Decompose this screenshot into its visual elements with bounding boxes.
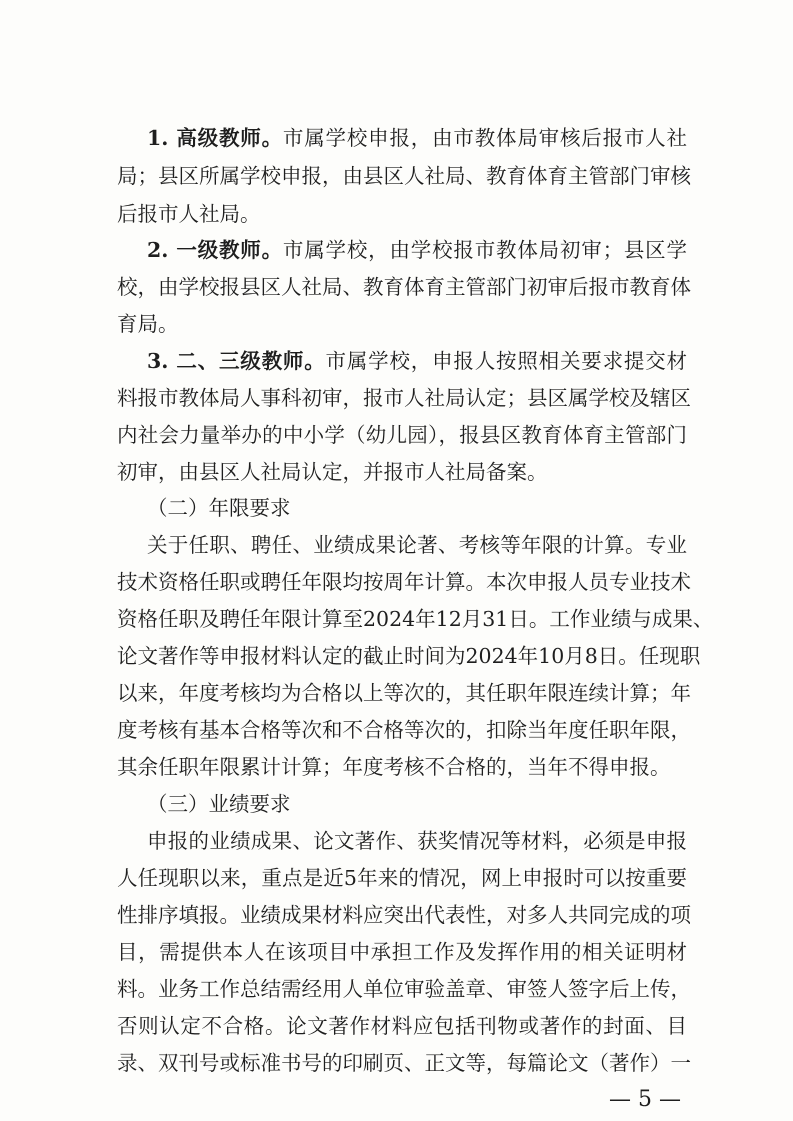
paragraph-4-line-3: 资格任职及聘任年限计算至2024年12月31日。工作业绩与成果、	[117, 607, 714, 631]
paragraph-2-line-2: 校，由学校报县区人社局、教育体育主管部门初审后报市教育体	[117, 275, 691, 299]
paragraph-4-line-1: 关于任职、聘任、业绩成果论著、考核等年限的计算。专业	[147, 533, 687, 557]
paragraph-2-text: 市属学校，由学校报市教体局初审；县区学	[282, 238, 687, 262]
paragraph-4-line-7: 其余任职年限累计计算；年度考核不合格的，当年不得申报。	[117, 755, 671, 779]
paragraph-1-line-1	[147, 119, 687, 157]
paragraph-1-line-2: 局；县区所属学校申报，由县区人社局、教育体育主管部门审核	[117, 164, 691, 188]
paragraph-5-line-7: 录、双刊号或标准书号的印刷页、正文等，每篇论文（著作）一	[117, 1051, 691, 1075]
paragraph-5-line-5: 料。业务工作总结需经用人单位审验盖章、审签人签字后上传，	[117, 977, 691, 1001]
paragraph-4-line-5: 以来，年度考核均为合格以上等次的，其任职年限连续计算；年	[117, 681, 691, 705]
paragraph-3-line-4: 初审，由县区人社局认定，并报市人社局备案。	[117, 460, 548, 484]
paragraph-1-lead: 1. 高级教师。	[147, 126, 283, 150]
paragraph-4-line-2: 技术资格任职或聘任年限均按周年计算。本次申报人员专业技术	[117, 570, 691, 594]
paragraph-2-line-3: 育局。	[117, 312, 179, 336]
paragraph-3-line-1	[147, 342, 687, 380]
paragraph-3-line-2: 料报市教体局人事科初审，报市人社局认定；县区属学校及辖区	[117, 386, 691, 410]
page-number: — 5 —	[609, 1087, 681, 1112]
paragraph-4-line-6: 度考核有基本合格等次和不合格等次的，扣除当年度任职年限，	[117, 718, 691, 742]
paragraph-1-line-3: 后报市人社局。	[117, 202, 261, 226]
paragraph-5-line-6: 否则认定不合格。论文著作材料应包括刊物或著作的封面、目	[117, 1014, 687, 1038]
paragraph-4-line-4: 论文著作等申报材料认定的截止时间为2024年10月8日。任现职	[117, 644, 701, 668]
paragraph-3-line-3: 内社会力量举办的中小学（幼儿园），报县区教育体育主管部门	[117, 423, 687, 447]
paragraph-5-line-1: 申报的业绩成果、论文著作、获奖情况等材料，必须是申报	[147, 829, 687, 853]
paragraph-2-lead: 2. 一级教师。	[147, 238, 283, 262]
paragraph-1-text: 市属学校申报，由市教体局审核后报市人社	[282, 126, 687, 150]
paragraph-5-line-2: 人任现职以来，重点是近5年来的情况，网上申报时可以按重要	[117, 866, 687, 890]
paragraph-5-line-4: 目，需提供本人在该项目中承担工作及发挥作用的相关证明材	[117, 940, 687, 964]
paragraph-3-lead: 3. 二、三级教师。	[147, 349, 326, 373]
paragraph-3-text: 市属学校，申报人按照相关要求提交材	[325, 349, 687, 373]
section-heading-year-requirements: （二）年限要求	[147, 496, 291, 520]
paragraph-2-line-1	[147, 231, 687, 269]
section-heading-performance-requirements: （三）业绩要求	[147, 792, 291, 816]
paragraph-5-line-3: 性排序填报。业绩成果材料应突出代表性，对多人共同完成的项	[117, 903, 691, 927]
